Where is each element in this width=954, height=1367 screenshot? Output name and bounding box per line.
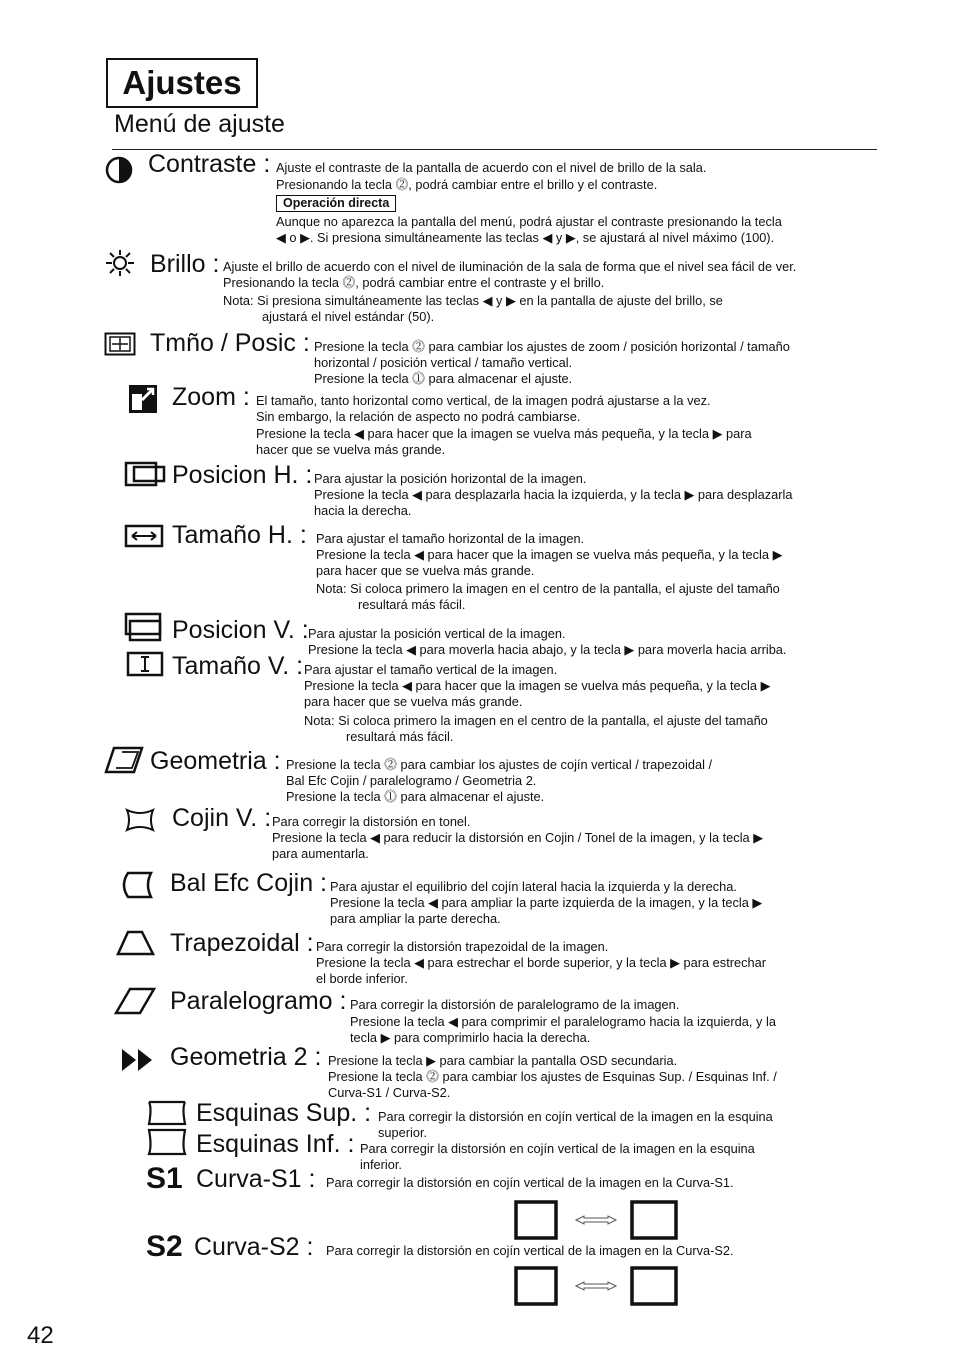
contraste-heading: Contraste :	[148, 150, 271, 178]
posicion-h-line-2: Presione la tecla ◀ para desplazarla hacia la izquierda, y la tecla ▶ para desplazarla	[314, 487, 793, 502]
esquinas-inf-line-2: inferior.	[360, 1157, 402, 1172]
esquinas-sup-line-2: superior.	[378, 1125, 428, 1140]
tamano-h-heading: Tamaño H. :	[172, 521, 307, 549]
brillo-line-1: Ajuste el brillo de acuerdo con el nivel de iluminación de la sala de forma que el nivel sea fácil de ver.	[223, 259, 797, 274]
posicion-h-heading: Posicion H. :	[172, 461, 313, 489]
geometria-line-3: Presione la tecla ⓵ para almacenar el ajuste.	[286, 789, 545, 804]
brillo-heading: Brillo :	[150, 250, 220, 278]
curva-s2-line-1: Para corregir la distorsión en cojín vertical de la imagen en la Curva-S2.	[326, 1243, 734, 1258]
tamano-h-line-2: Presione la tecla ◀ para hacer que la imagen se vuelva más pequeña, y la tecla ▶	[316, 547, 783, 562]
tmno-line-1: Presione la tecla ⓶ para cambiar los ajustes de zoom / posición horizontal / tamaño	[314, 339, 790, 354]
size-position-icon	[104, 332, 136, 356]
s1-badge: S1	[146, 1162, 183, 1195]
contrast-icon	[104, 155, 134, 185]
zoom-line-4: hacer que se vuelva más grande.	[256, 442, 446, 457]
bal-efc-cojin-line-3: para ampliar la parte derecha.	[330, 911, 501, 926]
brightness-icon	[104, 248, 136, 278]
esquinas-inf-line-1: Para corregir la distorsión en cojín vertical de la imagen en la esquina	[360, 1141, 755, 1156]
contraste-line-1: Ajuste el contraste de la pantalla de acuerdo con el nivel de brillo de la sala.	[276, 160, 707, 175]
curva-s1-line-1: Para corregir la distorsión en cojín vertical de la imagen en la Curva-S1.	[326, 1175, 734, 1190]
posicion-h-line-1: Para ajustar la posición horizontal de la imagen.	[314, 471, 587, 486]
cojin-v-heading: Cojin V. :	[172, 804, 272, 832]
posicion-h-line-3: hacia la derecha.	[314, 503, 412, 518]
posicion-v-line-2: Presione la tecla ◀ para moverla hacia abajo, y la tecla ▶ para moverla hacia arriba.	[308, 642, 787, 657]
geometry-icon	[104, 744, 146, 776]
cojin-v-line-3: para aumentarla.	[272, 846, 369, 861]
tmno-heading: Tmño / Posic :	[150, 329, 310, 357]
tamano-h-line-1: Para ajustar el tamaño horizontal de la imagen.	[316, 531, 585, 546]
bal-efc-cojin-line-2: Presione la tecla ◀ para ampliar la parte izquierda de la imagen, y la tecla ▶	[330, 895, 763, 910]
trapezoidal-line-3: el borde inferior.	[316, 971, 408, 986]
pincushion-icon	[124, 807, 156, 833]
tamano-h-line-5: resultará más fácil.	[358, 597, 466, 612]
s2-badge: S2	[146, 1230, 183, 1263]
brillo-line-4: ajustará el nivel estándar (50).	[262, 309, 435, 324]
curva-s2-heading: Curva-S2 :	[194, 1233, 314, 1261]
trapezoidal-heading: Trapezoidal :	[170, 929, 314, 957]
paralelogramo-line-2: Presione la tecla ◀ para comprimir el paralelogramo hacia la izquierda, y la	[350, 1014, 776, 1029]
esquinas-sup-line-1: Para corregir la distorsión en cojín vertical de la imagen en la esquina	[378, 1109, 773, 1124]
brillo-line-2: Presionando la tecla ⓶, podrá cambiar entre el contraste y el brillo.	[223, 275, 605, 290]
paralelogramo-heading: Paralelogramo :	[170, 987, 347, 1015]
tamano-v-line-2: Presione la tecla ◀ para hacer que la imagen se vuelva más pequeña, y la tecla ▶	[304, 678, 771, 693]
esquinas-sup-heading: Esquinas Sup. :	[196, 1099, 372, 1127]
page-title: Ajustes	[106, 58, 258, 108]
cojin-v-line-2: Presione la tecla ◀ para reducir la distorsión en Cojin / Tonel de la imagen, y la tecla ▶	[272, 830, 764, 845]
zoom-icon	[128, 384, 158, 414]
tamano-v-line-5: resultará más fácil.	[346, 729, 454, 744]
section-subtitle: Menú de ajuste	[114, 110, 285, 138]
esquinas-inf-heading: Esquinas Inf. :	[196, 1130, 355, 1158]
trapezoid-icon	[116, 929, 156, 957]
trapezoidal-line-1: Para corregir la distorsión trapezoidal de la imagen.	[316, 939, 609, 954]
top-corner-icon	[146, 1100, 188, 1126]
tmno-line-2: horizontal / posición vertical / tamaño vertical.	[314, 355, 573, 370]
geometria-line-2: Bal Efc Cojin / paralelogramo / Geometria 2.	[286, 773, 537, 788]
geometria-2-line-3: Curva-S1 / Curva-S2.	[328, 1085, 451, 1100]
vertical-size-icon	[126, 651, 164, 677]
paralelogramo-line-3: tecla ▶ para comprimirlo hacia la derecha.	[350, 1030, 591, 1045]
bal-efc-cojin-heading: Bal Efc Cojin :	[170, 869, 328, 897]
direct-operation-badge: Operación directa	[276, 195, 396, 212]
zoom-line-2: Sin embargo, la relación de aspecto no podrá cambiarse.	[256, 409, 581, 424]
tamano-h-line-3: para hacer que se vuelva más grande.	[316, 563, 535, 578]
contraste-line-4: ◀ o ▶. Si presiona simultáneamente las teclas ◀ y ▶, se ajustará al nivel máximo (100).	[276, 230, 775, 245]
geometria-heading: Geometria :	[150, 747, 281, 775]
pin-balance-icon	[118, 870, 154, 900]
zoom-line-3: Presione la tecla ◀ para hacer que la imagen se vuelva más pequeña, y la tecla ▶ para	[256, 426, 752, 441]
brillo-line-3: Nota: Si presiona simultáneamente las teclas ◀ y ▶ en la pantalla de ajuste del brillo, se	[223, 293, 723, 308]
parallelogram-icon	[114, 986, 156, 1016]
tamano-v-line-4: Nota: Si coloca primero la imagen en el centro de la pantalla, el ajuste del tamaño	[304, 713, 768, 728]
contraste-line-2: Presionando la tecla ⓶, podrá cambiar entre el brillo y el contraste.	[276, 177, 658, 192]
tamano-v-line-3: para hacer que se vuelva más grande.	[304, 694, 523, 709]
tamano-v-line-1: Para ajustar el tamaño vertical de la imagen.	[304, 662, 558, 677]
paralelogramo-line-1: Para corregir la distorsión de paralelogramo de la imagen.	[350, 997, 680, 1012]
bal-efc-cojin-line-1: Para ajustar el equilibrio del cojín lateral hacia la izquierda y la derecha.	[330, 879, 737, 894]
bottom-corner-icon	[146, 1128, 188, 1156]
zoom-heading: Zoom :	[172, 383, 250, 411]
contraste-line-3: Aunque no aparezca la pantalla del menú, podrá ajustar el contraste presionando la tecla	[276, 214, 782, 229]
s2-curve-illustration	[508, 1262, 684, 1310]
geometria-2-line-1: Presione la tecla ▶ para cambiar la pantalla OSD secundaria.	[328, 1053, 678, 1068]
horizontal-position-icon	[124, 461, 168, 487]
curva-s1-heading: Curva-S1 :	[196, 1165, 316, 1193]
double-arrow-icon	[120, 1046, 162, 1074]
tamano-h-line-4: Nota: Si coloca primero la imagen en el centro de la pantalla, el ajuste del tamaño	[316, 581, 780, 596]
posicion-v-heading: Posicion V. :	[172, 616, 309, 644]
page-number: 42	[27, 1322, 54, 1349]
geometria-line-1: Presione la tecla ⓶ para cambiar los ajustes de cojín vertical / trapezoidal /	[286, 757, 713, 772]
trapezoidal-line-2: Presione la tecla ◀ para estrechar el borde superior, y la tecla ▶ para estrechar	[316, 955, 767, 970]
tmno-line-3: Presione la tecla ⓵ para almacenar el ajuste.	[314, 371, 573, 386]
geometria-2-heading: Geometria 2 :	[170, 1043, 322, 1071]
s1-curve-illustration	[508, 1196, 684, 1244]
zoom-line-1: El tamaño, tanto horizontal como vertical, de la imagen podrá ajustarse a la vez.	[256, 393, 711, 408]
vertical-position-icon	[124, 612, 164, 642]
horizontal-size-icon	[124, 524, 164, 548]
tamano-v-heading: Tamaño V. :	[172, 652, 304, 680]
cojin-v-line-1: Para corregir la distorsión en tonel.	[272, 814, 471, 829]
geometria-2-line-2: Presione la tecla ⓶ para cambiar los ajustes de Esquinas Sup. / Esquinas Inf. /	[328, 1069, 777, 1084]
posicion-v-line-1: Para ajustar la posición vertical de la imagen.	[308, 626, 566, 641]
